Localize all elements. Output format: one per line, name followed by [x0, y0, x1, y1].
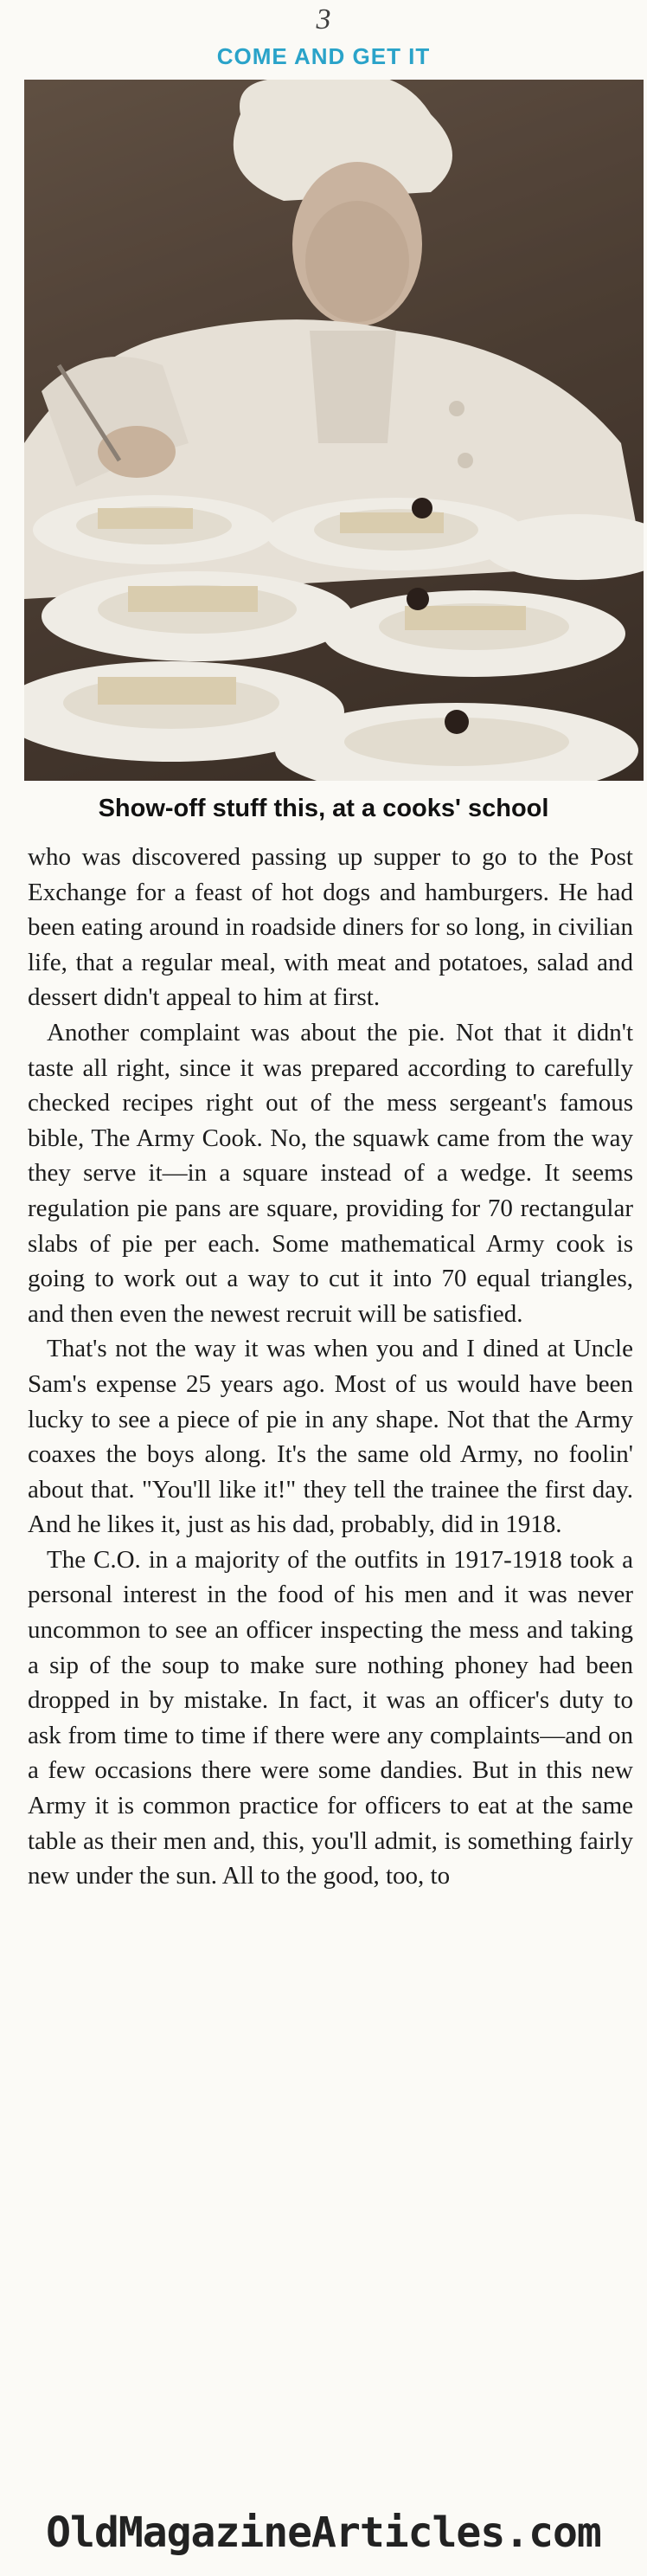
article-paragraph: That's not the way it was when you and I dined at Uncle Sam's expense 25 years ago. Most of us would have been lucky to see a piece of pie in any shape. Not that the Army coaxes the boys along. It's the same old Army, no foolin' about that. "You'll like it!" they tell the trainee the first day. And he likes it, just as his dad, probably, did in 1918. [28, 1335, 633, 1539]
article-paragraph: Another complaint was about the pie. Not that it didn't taste all right, since it was prepared according to carefully checked recipes right out of the mess sergeant's famous bible, The Army Cook. No, the squawk came from the way they serve it—in a square instead of a wedge. It seems regulation pie pans are square, providing for 70 rectangular slabs of pie per each. Some mathematical Army cook is going to work out a way to cut it into 70 equal triangles, and then even the newest recruit will be satisfied. [28, 1018, 633, 1328]
article-body [28, 840, 633, 1894]
photo-caption: Show-off stuff this, at a cooks' school [98, 795, 549, 822]
cook-photo-illustration [24, 80, 644, 781]
cook-photo [24, 80, 644, 781]
article-paragraph: who was discovered passing up supper to go to the Post Exchange for a feast of hot dogs and hamburgers. He had been eating around in roadside diners for so long, in civilian life, that a regular meal, with meat and potatoes, salad and dessert didn't appeal to him at first. [28, 843, 633, 1012]
page-number: 3 [316, 3, 331, 35]
site-watermark: OldMagazineArticles.com [46, 2508, 601, 2557]
article-paragraph: The C.O. in a majority of the outfits in 1917-1918 took a personal interest in the food of his men and it was never uncommon to see an officer inspecting the mess and taking a sip of the soup to make sure nothing phoney had been dropped in by mistake. In fact, it was an officer's duty to ask from time to time if there were any complaints—and on a few occasions there were some dandies. But in this new Army it is common practice for officers to eat at the same table as their men and, this, you'll admit, is something fairly new under the sun. All to the good, too, to [28, 1545, 633, 1890]
running-head: COME AND GET IT [216, 43, 431, 69]
